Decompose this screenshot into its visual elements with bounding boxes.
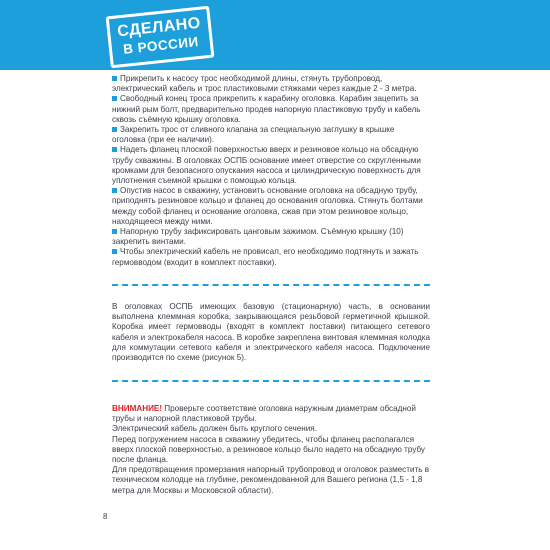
step-item: Прикрепить к насосу трос необходимой длины, стянуть трубопровод, электрический кабель и трос пластиковыми стяжками через каждые 2 - 3 метра. — [112, 74, 417, 94]
section-divider — [112, 284, 430, 286]
bullet-square-icon — [112, 147, 117, 152]
step-item: Свободный конец троса прикрепить к карабину оголовка. Карабин зацепить за нижний рым болт, предварительно продев напорную пластиковую трубу и кабель сквозь съёмную крышку оголовка. — [112, 94, 421, 124]
page-number: 8 — [103, 512, 108, 521]
warning-paragraph: Электрический кабель должен быть круглого сечения. — [112, 424, 317, 434]
bullet-square-icon — [112, 127, 117, 132]
step-item: Опустив насос в скважину, установить основание оголовка на обсадную трубу, приподнять резиновое кольцо и фланец до основания оголовка. Стянуть болтами между собой фланец и основание оголовка, сжав при этом резиновое кольцо, находящееся между ними. — [112, 186, 423, 226]
made-in-russia-logo — [106, 6, 215, 69]
warning-lead: ВНИМАНИЕ! Проверьте соответствие оголовка наружным диаметрам обсадной трубы и напорной пластиковой трубы. — [112, 404, 416, 424]
step-item: Чтобы электрический кабель не провисал, его необходимо подтянуть и зажать гермовводом (входит в комплект поставки). — [112, 247, 419, 267]
installation-steps — [112, 74, 430, 268]
warning-section — [112, 404, 430, 496]
logo-text-line1: СДЕЛАНО — [116, 14, 202, 41]
section-divider — [112, 380, 430, 382]
bullet-square-icon — [112, 229, 117, 234]
bullet-square-icon — [112, 76, 117, 81]
header-bar — [0, 0, 550, 70]
logo-text-line2: В РОССИИ — [122, 34, 200, 57]
bullet-square-icon — [112, 96, 117, 101]
step-item: Надеть фланец плоской поверхностью вверх и резиновое кольцо на обсадную трубу скважины. В оголовках ОСПБ основание имеет отверстие со скругленными кромками для безопасного опускания насоса и цилиндрическую поверхность для уплотнения съемной крышки с помощью кольца. — [112, 145, 421, 186]
warning-paragraph: Перед погружением насоса в скважину убедитесь, чтобы фланец располагался вверх плоской поверхностью, а резиновое кольцо было надето на обсадную трубу после фланца. — [112, 434, 425, 465]
step-item: Закрепить трос от сливного клапана за специальную заглушку в крышке оголовка (при ее наличии). — [112, 125, 395, 145]
base-part-paragraph: В оголовках ОСПБ имеющих базовую (стационарную) часть, в основании выполнена клеммная коробка, закрывающаяся резьбовой герметичной крышкой. Коробка имеет гермовводы (входят в комплект поставки) питающего сетевого кабеля и электрокабеля насоса. В коробке закреплена винтовая клеммная колодка для коммутации сетевого кабеля и электрического кабеля насоса. Подключение производится по схеме (рисунок 5). — [112, 302, 430, 363]
base-part-section — [112, 302, 430, 363]
warning-title: ВНИМАНИЕ! — [112, 404, 163, 413]
step-item: Напорную трубу зафиксировать цанговым зажимом. Съёмную крышку (10) закрепить винтами. — [112, 227, 404, 247]
bullet-square-icon — [112, 188, 117, 193]
bullet-square-icon — [112, 249, 117, 254]
warning-paragraph: Для предотвращения промерзания напорный трубопровод и оголовок разместить в техническом колодце на глубине, рекомендованной для Вашего региона (1,5 - 1,8 метра для Москвы и Московской области). — [112, 465, 430, 495]
